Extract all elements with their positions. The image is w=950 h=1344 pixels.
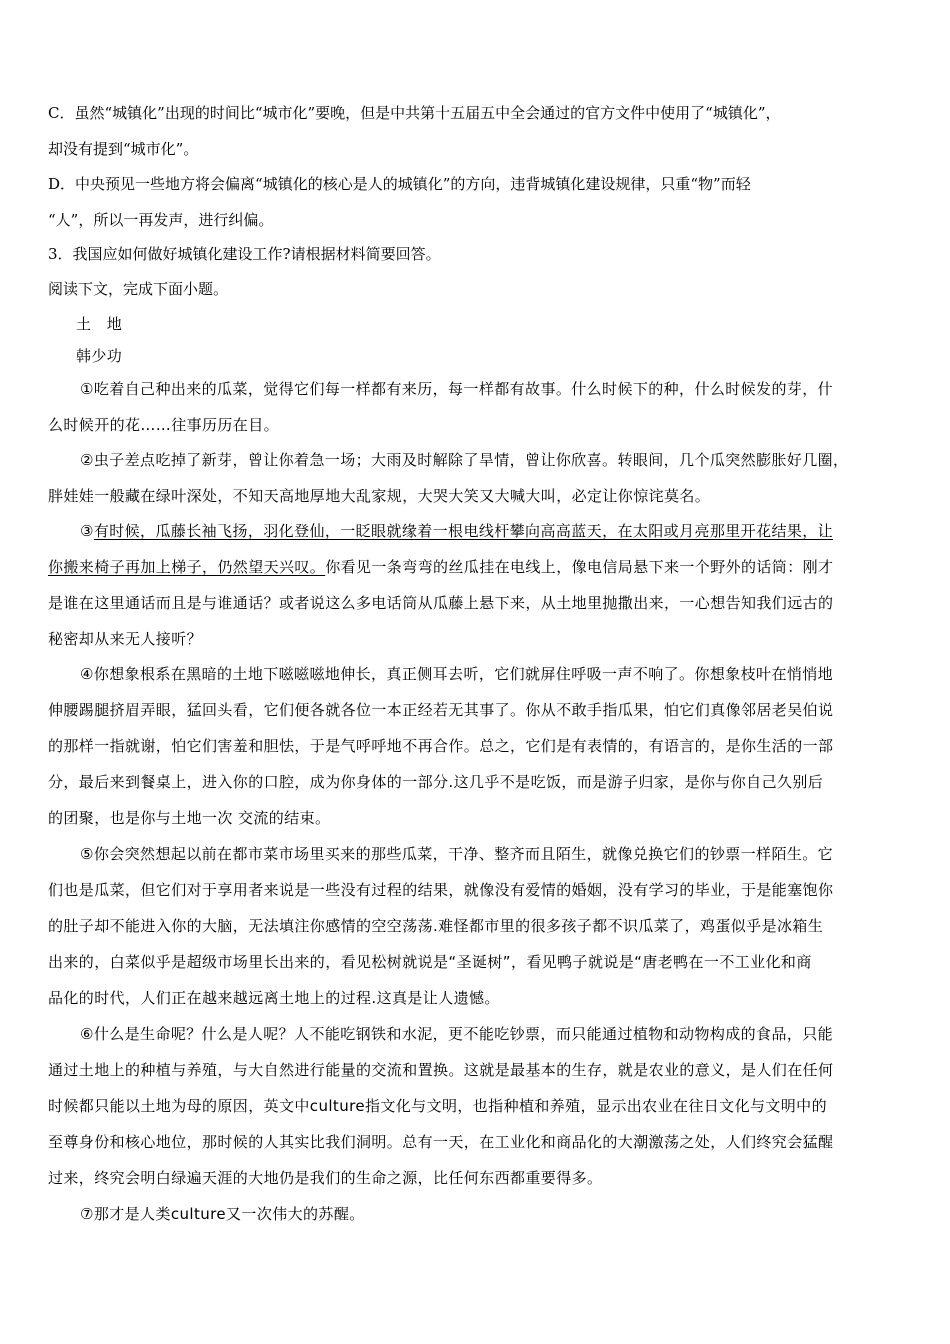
paragraph-3-number: ③ <box>80 522 94 540</box>
option-d-line-2: “人”，所以一再发声，进行纠偏。 <box>48 211 274 229</box>
paragraph-5-line-2: 们也是瓜菜，但它们对于享用者来说是一些没有过程的结果，就像没有爱情的婚姻，没有学习的毕业，于是能塞饱你 <box>48 881 834 899</box>
paragraph-4-line-4: 分，最后来到餐桌上，进入你的口腔，成为你身体的一部分.这几乎不是吃饭，而是游子归家，是你与你自己久别后 <box>48 773 824 791</box>
paragraph-3-line-1 <box>80 519 833 543</box>
paragraph-7: ⑦那才是人类culture又一次伟大的苏醒。 <box>80 1205 365 1223</box>
paragraph-1-line-1: ①吃着自己种出来的瓜菜，觉得它们每一样都有来历，每一样都有故事。什么时候下的种，什么时候发的芽，什 <box>80 380 834 398</box>
paragraph-3-line-2 <box>48 555 833 579</box>
option-d-line-1: D．中央预见一些地方将会偏离“城镇化的核心是人的城镇化”的方向，违背城镇化建设规律，只重“物”而轻 <box>48 175 751 193</box>
underlined-sentence-part-1: 有时候，瓜藤长袖飞扬，羽化登仙，一眨眼就缘着一根电线杆攀向高高蓝天，在太阳或月亮那里开花结果，让 <box>93 522 834 540</box>
paragraph-4-line-3: 的那样一指就谢，怕它们害羞和胆怯，于是气呼呼地不再合作。总之，它们是有表情的，有语言的，是你生活的一部 <box>48 737 834 755</box>
paragraph-6-line-2: 通过土地上的种植与养殖，与大自然进行能量的交流和置换。这就是最基本的生存，就是农业的意义，是人们在任何 <box>48 1061 834 1079</box>
paragraph-5-line-4: 出来的，白菜似乎是超级市场里长出来的，看见松树就说是“圣诞树”，看见鸭子就说是“唐老鸭在一不工业化和商 <box>48 953 812 971</box>
paragraph-3-line-4: 秘密却从来无人接听？ <box>48 630 203 648</box>
paragraph-4-line-2: 伸腰踢腿挤眉弄眼，猛回头看，它们便各就各位一本正经若无其事了。你从不敢手指瓜果，怕它们真像邻居老吴伯说 <box>48 701 834 719</box>
paragraph-6-line-1: ⑥什么是生命呢？什么是人呢？人不能吃钢铁和水泥，更不能吃钞票，而只能通过植物和动物构成的食品，只能 <box>80 1025 834 1043</box>
reading-instruction: 阅读下文，完成下面小题。 <box>48 280 229 298</box>
paragraph-1-line-2: 么时候开的花……往事历历在目。 <box>48 416 280 434</box>
paragraph-5-line-5: 品化的时代，人们正在越来越远离土地上的过程.这真是让人遗憾。 <box>48 989 500 1007</box>
paragraph-3-line-3: 是谁在这里通话而且是与谁通话？或者说这么多电话筒从瓜藤上悬下来，从土地里抛撒出来，一心想告知我们远古的 <box>48 594 834 612</box>
paragraph-6-line-4: 至尊身份和核心地位，那时候的人其实比我们洞明。总有一天，在工业化和商品化的大潮激荡之处，人们终究会猛醒 <box>48 1133 834 1151</box>
paragraph-4-line-1: ④你想象根系在黑暗的土地下嗞嗞嗞地伸长，真正侧耳去听，它们就屏住呼吸一声不响了。你想象枝叶在悄悄地 <box>80 665 834 683</box>
option-c-line-2: 却没有提到“城市化”。 <box>48 140 199 158</box>
article-author: 韩少功 <box>76 347 123 365</box>
article-title: 土 地 <box>76 315 123 333</box>
underlined-sentence-part-2: 你搬来椅子再加上梯子，仍然望天兴叹。 <box>48 558 326 576</box>
paragraph-6-line-5: 过来，终究会明白绿遍天涯的大地仍是我们的生命之源，比任何东西都重要得多。 <box>48 1169 603 1187</box>
paragraph-3-line-2-rest: 你看见一条弯弯的丝瓜挂在电线上，像电信局悬下来一个野外的话筒：刚才 <box>325 558 834 576</box>
option-c-line-1: C．虽然“城镇化”出现的时间比“城市化”要晚，但是中共第十五届五中全会通过的官方文件中使用了“城镇化”， <box>48 104 781 122</box>
question-3: 3．我国应如何做好城镇化建设工作?请根据材料简要回答。 <box>48 245 441 263</box>
paragraph-4-line-5: 的团聚，也是你与土地一次 交流的结束。 <box>48 809 331 827</box>
paragraph-6-line-3: 时候都只能以土地为母的原因，英文中culture指文化与文明，也指种植和养殖，显示出农业在往日文化与文明中的 <box>48 1097 827 1115</box>
paragraph-2-line-2: 胖娃娃一般藏在绿叶深处，不知天高地厚地大乱家规，大哭大笑又大喊大叫，必定让你惊诧莫名。 <box>48 487 711 505</box>
paragraph-2-line-1: ②虫子差点吃掉了新芽，曾让你着急一场；大雨及时解除了旱情，曾让你欣喜。转眼间，几个瓜突然膨胀好几圈， <box>80 451 849 469</box>
paragraph-5-line-1: ⑤你会突然想起以前在都市菜市场里买来的那些瓜菜，干净、整齐而且陌生，就像兑换它们的钞票一样陌生。它 <box>80 845 834 863</box>
paragraph-5-line-3: 的肚子却不能进入你的大脑，无法填注你感情的空空荡荡.难怪都市里的很多孩子都不识瓜菜了，鸡蛋似乎是冰箱生 <box>48 917 824 935</box>
